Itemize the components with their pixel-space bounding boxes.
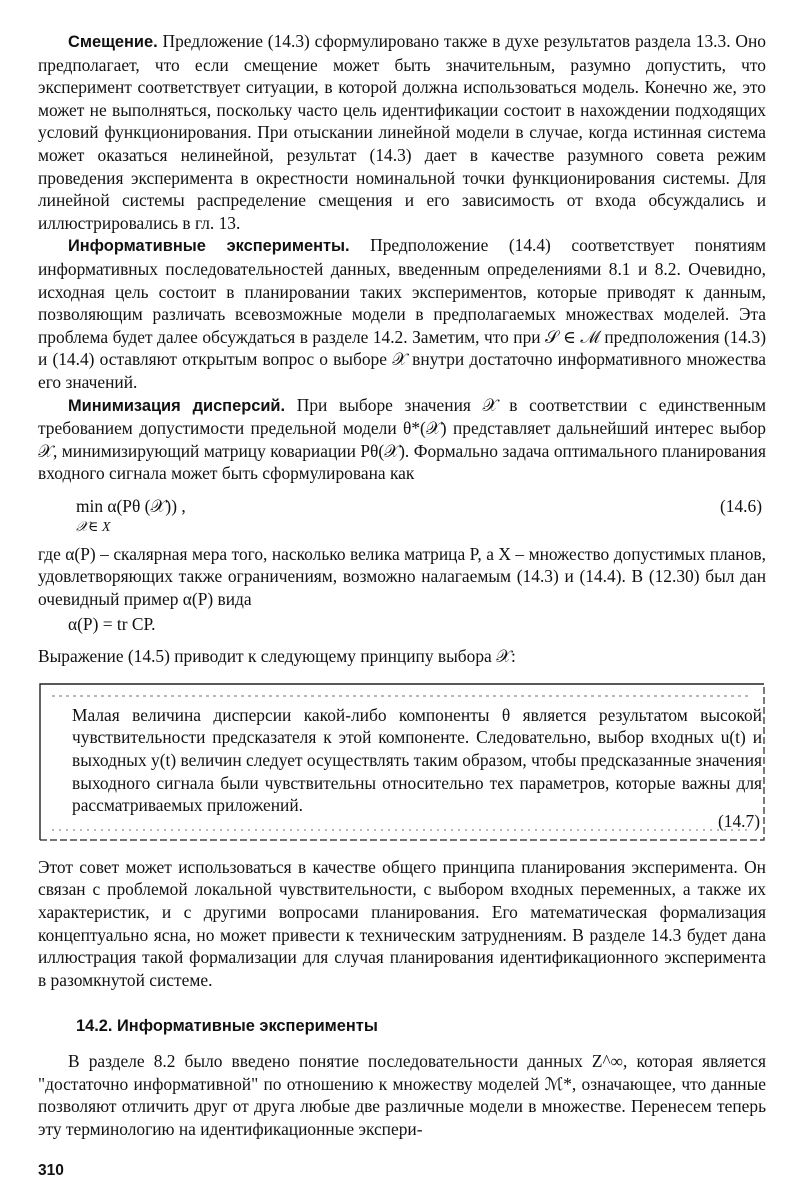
- page-body: [38, 30, 766, 1140]
- formula-14-6-number: (14.6): [719, 495, 762, 516]
- formula-14-6: [38, 491, 766, 535]
- formula-14-6-expression: min α(Pθ (𝒳)) ,: [76, 495, 186, 516]
- paragraph-where: где α(P) – скалярная мера того, насколько велика матрица P, а X – множество допустимых планов, удовлетворяющих также ограничениям, возможно налагаемым (14.3) и (14.4). В (12.30) был дан очевидный пример α(P) вида: [38, 543, 766, 610]
- paragraph-advice: Этот совет может использоваться в качестве общего принципа планирования эксперимента. Он связан с проблемой локальной чувствительности, с выбором входных переменных, а также их характеристик, и с другими вопросами планирования. Его математическая формализация концептуально ясна, но может привести к техническим затруднениям. В разделе 14.3 будет дана иллюстрация такой формализации для случая планирования идентификационного эксперимента в разомкнутой системе.: [38, 856, 766, 990]
- formula-14-6-subscript: 𝒳∈ X: [76, 519, 111, 535]
- principle-number: (14.7): [717, 810, 760, 831]
- paragraph-informative: [38, 234, 766, 393]
- principle-text: Малая величина дисперсии какой-либо компоненты θ является результатом высокой чувствительности предсказателя к этой компоненте. Следовательно, выбор входных u(t) и выходных y(t) величин следует осуществлять таким образом, чтобы предсказанные значения выходного сигнала были чувствительны относительно тех параметров, которые важны для рассматриваемых приложений.: [72, 704, 762, 816]
- minimization-text: При выборе значения 𝒳 в соответствии с единственным требованием допустимости предельной модели θ*(𝒳) представляет дальнейший интерес выбор 𝒳, минимизирующий матрицу ковариации Pθ(𝒳). Формально задача оптимального планирования входного сигнала может быть сформулирована как: [38, 394, 766, 484]
- formula-trace: α(P) = tr CP.: [68, 613, 156, 634]
- paragraph-minimization: [38, 394, 766, 485]
- paragraph-bias: [38, 30, 766, 234]
- paragraph-section: В разделе 8.2 было введено понятие последовательности данных Z^∞, которая является "достаточно информативной" по отношению к множеству моделей ℳ*, означающее, что данные позволяют отличить друг от друга любые две различные модели в множестве. Перенесем теперь эту терминологию на идентификационные экспери-: [38, 1051, 766, 1139]
- minimization-title: Минимизация дисперсий.: [68, 396, 286, 415]
- paragraph-lead: Выражение (14.5) приводит к следующему принципу выбора 𝒳:: [38, 646, 516, 667]
- bias-text: Предложение (14.3) сформулировано также в духе результатов раздела 13.3. Оно предполагает, что если смещение может быть значительным, разумно допустить, что эксперимент соответствует ситуации, в которой должна использоваться модель. Конечно же, это может не выполняться, поскольку часто цель идентификации состоит в нахождении подходящих условий функционирования. При отыскании линейной модели в случае, когда истинная система может оказаться нелинейной, результат (14.3) дает в качестве разумного совета режим проведения эксперимента в окрестности номинальной точки функционирования системы. Для линейной системы распределение смещения и его зависимость от входа обсуждались и иллюстрировались в гл. 13.: [38, 31, 766, 233]
- principle-box: [38, 682, 766, 842]
- bias-title: Смещение.: [68, 33, 158, 51]
- page-number: 310: [38, 1162, 64, 1179]
- section-heading: 14.2. Информативные эксперименты: [76, 1017, 378, 1036]
- informative-text: Предположение (14.4) соответствует понятиям информативных последовательностей данных, введенным определениями 8.1 и 8.2. Очевидно, исходная цель состоит в планировании таких экспериментов, которые приводят к данным, позволяющим различать всевозможные модели в предполагаемых множествах моделей. Эта проблема будет далее обсуждаться в разделе 14.2. Заметим, что при 𝒮 ∈ ℳ предположения (14.3) и (14.4) оставляют открытым вопрос о выборе 𝒳 внутри достаточно информативного множества его значений.: [38, 235, 767, 392]
- informative-title: Информативные эксперименты.: [68, 237, 350, 256]
